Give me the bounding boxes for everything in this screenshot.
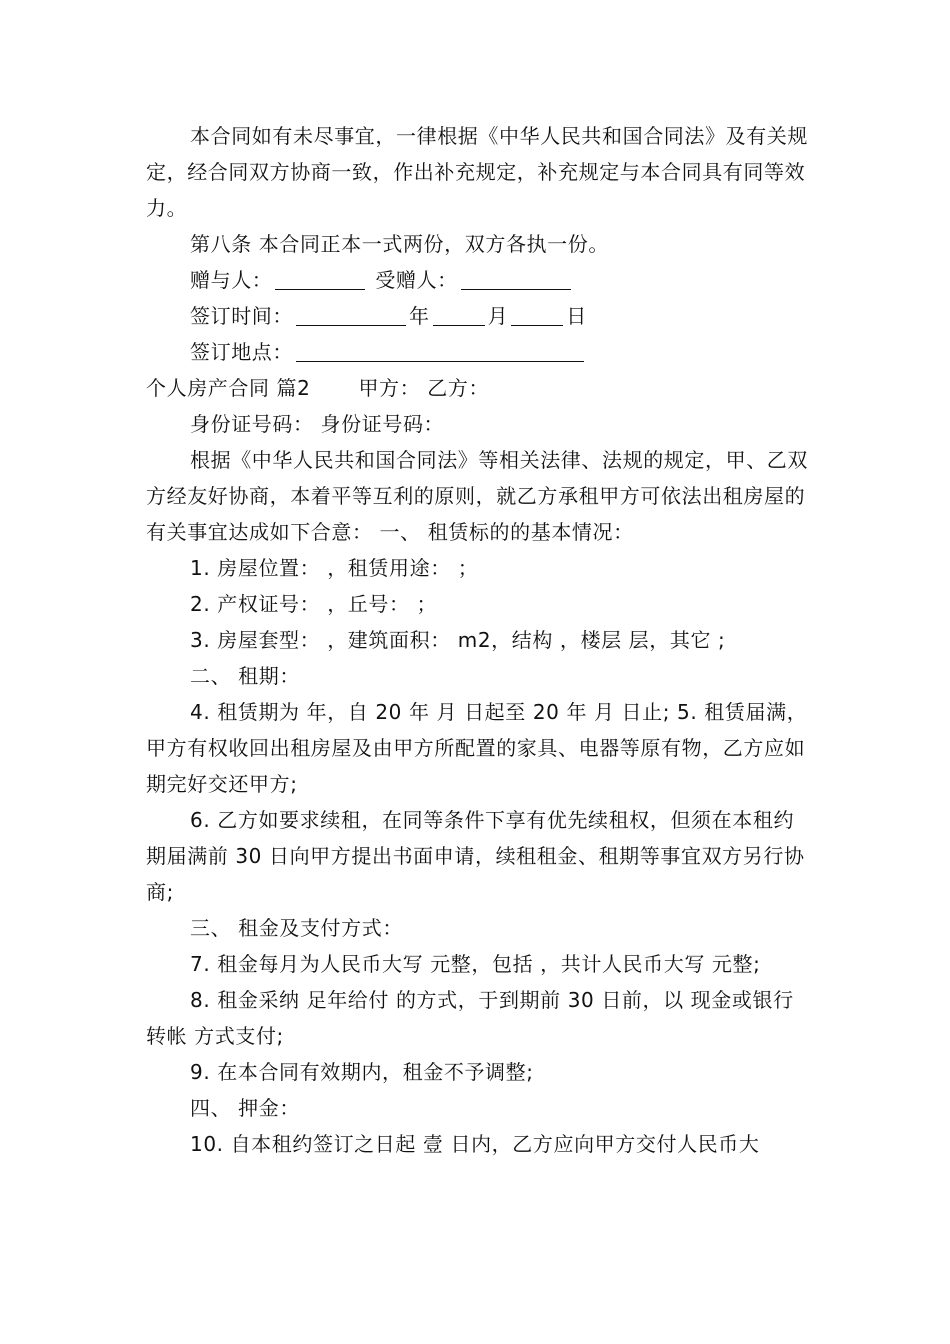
item-7: 7. 租金每月为人民币大写 元整，包括 ，共计人民币大写 元整; (190, 952, 761, 976)
contract-heading: 个人房产合同 篇2 (146, 376, 311, 400)
item-1: 1. 房屋位置： ，租赁用途： ； (190, 556, 479, 580)
paragraph-intro: 根据《中华人民共和国合同法》等相关法律、法规的规定，甲、乙双方经友好协商，本着平等互利的原则，就乙方承租甲方可依法出租房屋的有关事宜达成如下合意： 一、 租赁标的的基本情况： (146, 448, 808, 544)
paragraph-article-8: 第八条 本合同正本一式两份，双方各执一份。 (190, 232, 609, 256)
sign-place-line (146, 334, 810, 370)
sign-time-line (146, 298, 810, 334)
donor-blank (275, 267, 365, 290)
donee-label: 受赠人： (375, 268, 458, 292)
month-label: 月 (487, 304, 509, 328)
year-blank (296, 303, 406, 326)
section-2-heading: 二、 租期： (190, 664, 300, 688)
id-number-line: 身份证号码： 身份证号码： (190, 412, 445, 436)
donee-blank (461, 267, 571, 290)
sign-place-blank (296, 339, 584, 362)
item-10: 10. 自本租约签订之日起 壹 日内，乙方应向甲方交付人民币大 (190, 1132, 760, 1156)
sign-time-label: 签订时间： (190, 304, 293, 328)
sign-place-label: 签订地点： (190, 340, 293, 364)
month-blank (433, 303, 485, 326)
contract-heading-line (146, 370, 810, 406)
year-label: 年 (409, 304, 430, 328)
party-a-label: 甲方： (358, 376, 421, 400)
day-label: 日 (566, 304, 587, 328)
party-b-label: 乙方： (427, 376, 490, 400)
item-3: 3. 房屋套型： ，建筑面积： m2，结构 ，楼层 层，其它 ; (190, 628, 726, 652)
section-4-heading: 四、 押金： (190, 1096, 300, 1120)
document-body (146, 118, 810, 1162)
item-2: 2. 产权证号： ，丘号： ； (190, 592, 438, 616)
donor-line (146, 262, 810, 298)
item-8: 8. 租金采纳 足年给付 的方式，于到期前 30 日前，以 现金或银行转帐 方式支付; (146, 988, 794, 1048)
item-9: 9. 在本合同有效期内，租金不予调整; (190, 1060, 534, 1084)
item-4-5: 4. 租赁期为 年，自 20 年 月 日起至 20 年 月 日止; 5. 租赁届满，甲方有权收回出租房屋及由甲方所配置的家具、电器等原有物，乙方应如期完好交还甲方; (146, 700, 808, 796)
day-blank (511, 303, 563, 326)
paragraph-supplement: 本合同如有未尽事宜，一律根据《中华人民共和国合同法》及有关规定，经合同双方协商一致，作出补充规定，补充规定与本合同具有同等效力。 (146, 124, 808, 220)
section-3-heading: 三、 租金及支付方式： (190, 916, 403, 940)
item-6: 6. 乙方如要求续租，在同等条件下享有优先续租权，但须在本租约期届满前 30 日向甲方提出书面申请，续租租金、租期等事宜双方另行协商; (146, 808, 805, 904)
donor-label: 赠与人： (190, 268, 273, 292)
